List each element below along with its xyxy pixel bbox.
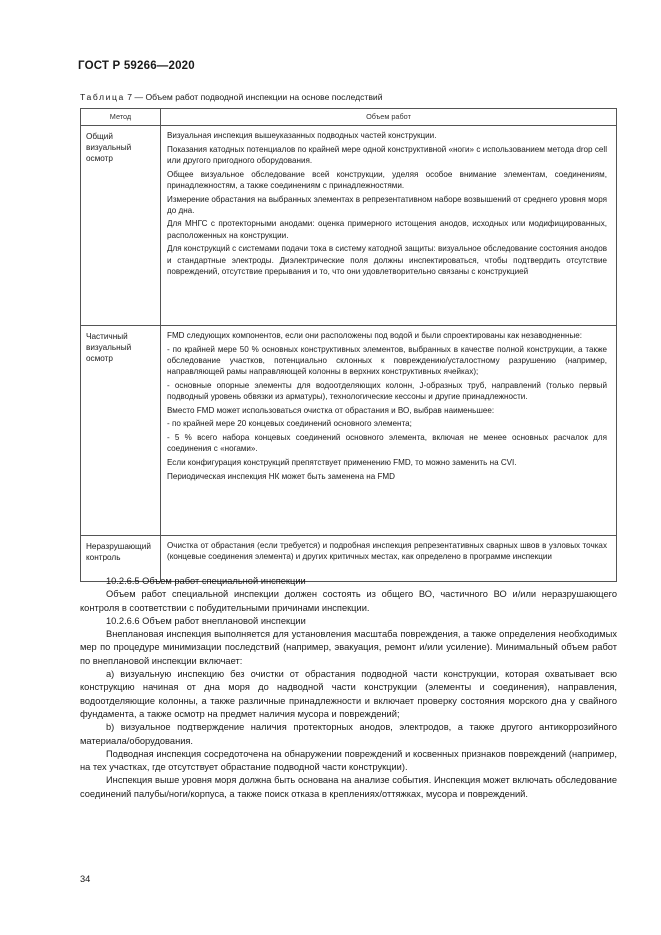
- body-paragraph: Внеплановая инспекция выполняется для установления масштаба повреждения, а также определения необходимых мер по процедуре минимизации последствий (например, эвакуация, ремонт и/или усиление). Минимальный объем работ по внеплановой инспекции включает:: [80, 629, 617, 666]
- table-caption-label: Таблица: [80, 92, 125, 102]
- scope-paragraph: Периодическая инспекция НК может быть заменена на FMD: [167, 471, 396, 481]
- scope-cell: [161, 126, 617, 326]
- section-heading: 10.2.6.5 Объем работ специальной инспекции: [106, 576, 306, 586]
- table-caption: [80, 92, 383, 102]
- table-row: [81, 326, 617, 536]
- body-paragraph: Подводная инспекция сосредоточена на обнаружении повреждений и косвенных признаков повреждений (например, на тех участках, где отсутствует обрастание подводной части конструкции).: [80, 748, 617, 773]
- page-header-standard-code: ГОСТ Р 59266—2020: [78, 60, 195, 72]
- scope-paragraph: Измерение обрастания на выбранных элементах в репрезентативном наборе возвышений от среднего уровня моря до дна.: [167, 194, 607, 215]
- body-paragraph: a) визуальную инспекцию без очистки от обрастания подводной части конструкции, которая охватывает всю конструкцию начиная от дна моря до надводной части конструкции (элементы и соединения), направления, водоотделяющие колонны, а также различные принадлежности и включает проверку состояния морского дна у свайного фундамента, а также осмотр на предмет наличия мусора и повреждений;: [80, 669, 617, 719]
- column-header-scope: Объем работ: [161, 109, 617, 126]
- scope-paragraph: Очистка от обрастания (если требуется) и подробная инспекция репрезентативных сварных швов в узловых точках (концевые соединения элемента) и других критичных местах, как определено в программе инспекции: [167, 541, 607, 562]
- page-number: 34: [80, 874, 91, 884]
- body-text: [80, 575, 617, 801]
- inspection-scope-table: [80, 108, 617, 582]
- scope-paragraph: Для МНГС с протекторными анодами: оценка примерного истощения анодов, исходных или модифицированных, расположенных на конструкции.: [167, 219, 607, 240]
- table-header-row: [81, 109, 617, 126]
- method-cell: Неразрушающий контроль: [81, 536, 161, 582]
- scope-paragraph: - 5 % всего набора концевых соединений основного элемента, включая не менее основных расчалок для соединения с «ногами».: [167, 433, 607, 454]
- scope-paragraph: Если конфигурация конструкций препятствует применению FMD, то можно заменить на CVI.: [167, 458, 517, 468]
- body-paragraph: Инспекция выше уровня моря должна быть основана на анализе события. Инспекция может включать обследование соединений палубы/ноги/корпуса, а также поиск отказа в креплениях/оттяжках, мусора и повреждений.: [80, 775, 617, 799]
- scope-paragraph: Вместо FMD может использоваться очистка от обрастания и ВО, выбрав наименьшее:: [167, 405, 495, 415]
- scope-paragraph: Визуальная инспекция вышеуказанных подводных частей конструкции.: [167, 131, 437, 140]
- column-header-method: Метод: [81, 109, 161, 126]
- body-paragraph: b) визуальное подтверждение наличия протекторных анодов, электродов, а также другого антикоррозийного материала/оборудования.: [80, 722, 617, 746]
- section-heading: 10.2.6.6 Объем работ внеплановой инспекции: [106, 615, 306, 626]
- scope-paragraph: FMD следующих компонентов, если они расположены под водой и были спроектированы как незаводненные:: [167, 331, 583, 340]
- table-row: [81, 126, 617, 326]
- scope-paragraph: - по крайней мере 50 % основных конструктивных элементов, выбранных в качестве полной конструкции, а также обследование участков, потенциально склонных к повреждению/усталостному разрушению (например, направляющей рамы направляющей колонны в верхних конструктивных ячейках);: [167, 344, 607, 377]
- table-caption-title: 7 — Объем работ подводной инспекции на основе последствий: [124, 92, 383, 102]
- body-paragraph: Объем работ специальной инспекции должен состоять из общего ВО, частичного ВО и/или неразрушающего контроля в соответствии с побудительными причинами инспекции.: [80, 589, 617, 613]
- scope-cell: [161, 326, 617, 536]
- scope-paragraph: Общее визуальное обследование всей конструкции, уделяя особое внимание элементам, соединениям, принадлежностям, а также соединениям с принадлежностями.: [167, 169, 607, 190]
- scope-paragraph: Для конструкций с системами подачи тока в систему катодной защиты: визуальное обследование состояния анодов и стандартные электроды. Диэлектрические поля должны инспектироваться, чтобы подтвердить отсутствие повреждений, отсутствие прерывания и то, что они удовлетворительно связаны с конструкцией: [167, 244, 607, 276]
- method-cell: Частичный визуальный осмотр: [81, 326, 161, 536]
- method-cell: Общий визуальный осмотр: [81, 126, 161, 326]
- scope-paragraph: - по крайней мере 20 концевых соединений основного элемента;: [167, 419, 412, 429]
- scope-paragraph: - основные опорные элементы для водоотделяющих колонн, J-образных труб, направлений (только первый подводный уровень обвязки из арматуры), технологические кессоны и другие принадлежности.: [167, 380, 607, 402]
- scope-paragraph: Показания катодных потенциалов по крайней мере одной конструктивной «ноги» с использованием метода drop cell или другого пригодного оборудования.: [167, 144, 607, 165]
